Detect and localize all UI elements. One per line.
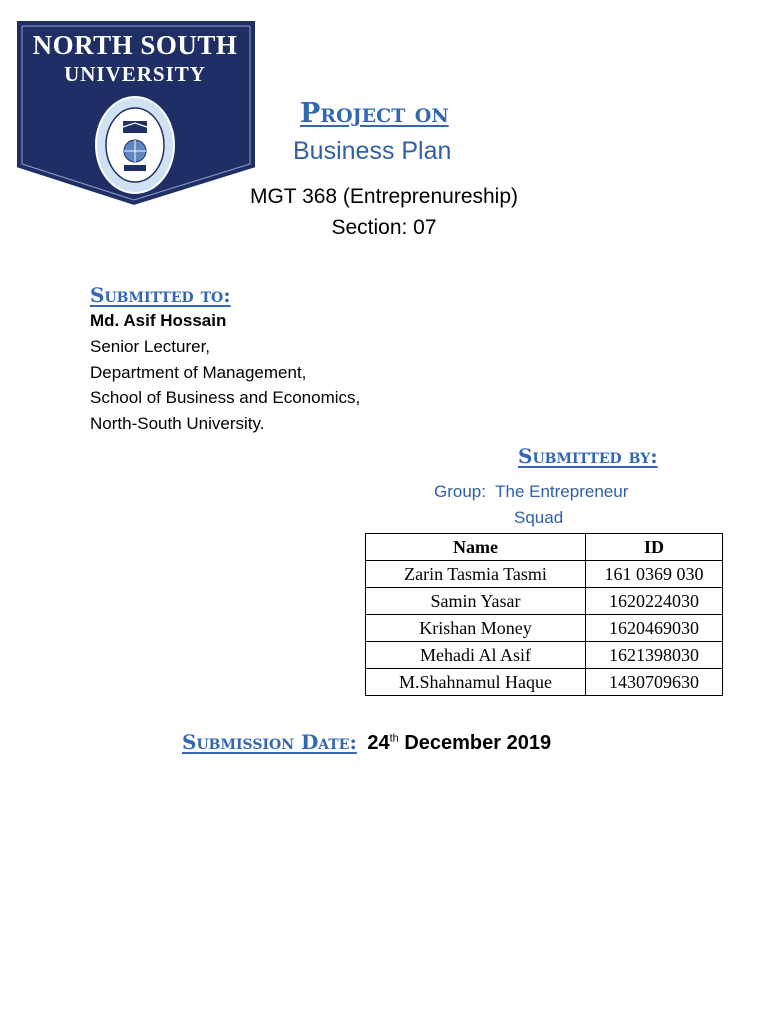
logo-text-line2: UNIVERSITY (64, 62, 206, 86)
recipient-line-3: School of Business and Economics, (90, 388, 361, 407)
submission-date-label: Submission Date: (182, 730, 357, 754)
table-row (366, 642, 723, 669)
table-row (366, 615, 723, 642)
submission-date-value (367, 732, 551, 754)
section-label: Section: 07 (331, 216, 437, 239)
submission-day-suffix: th (389, 732, 399, 745)
course-title: MGT 368 (Entreprenureship) (249, 185, 519, 208)
group-label-continued: Squad (514, 508, 564, 527)
table-header-row (366, 534, 723, 561)
member-name: M.Shahnamul Haque (366, 669, 586, 696)
recipient-line-1: Senior Lecturer, (90, 337, 211, 356)
member-id: 161 0369 030 (586, 561, 723, 588)
member-id: 1621398030 (586, 642, 723, 669)
member-id: 1620224030 (586, 588, 723, 615)
submission-date (182, 730, 551, 755)
submitted-to-heading: Submitted to: (90, 283, 231, 307)
member-name: Mehadi Al Asif (366, 642, 586, 669)
column-header-name: Name (366, 534, 586, 561)
university-seal-icon (94, 95, 176, 195)
logo-text-line1: NORTH SOUTH (32, 30, 238, 60)
member-name: Samin Yasar (366, 588, 586, 615)
column-header-id: ID (586, 534, 723, 561)
business-plan-title: Business Plan (293, 137, 452, 165)
project-on-heading: Project on (300, 98, 449, 129)
member-id: 1430709630 (586, 669, 723, 696)
recipient-line-2: Department of Management, (90, 363, 307, 382)
recipient-line-4: North-South University. (90, 414, 265, 433)
table-row (366, 561, 723, 588)
members-table (365, 533, 723, 696)
table-row (366, 669, 723, 696)
table-row (366, 588, 723, 615)
submission-month-year: December 2019 (404, 732, 552, 754)
member-name: Zarin Tasmia Tasmi (366, 561, 586, 588)
group-label: Group: The Entrepreneur (434, 482, 629, 501)
submission-day: 24 (367, 732, 390, 754)
recipient-name: Md. Asif Hossain (90, 311, 227, 330)
member-id: 1620469030 (586, 615, 723, 642)
submitted-by-heading: Submitted by: (518, 444, 658, 468)
member-name: Krishan Money (366, 615, 586, 642)
